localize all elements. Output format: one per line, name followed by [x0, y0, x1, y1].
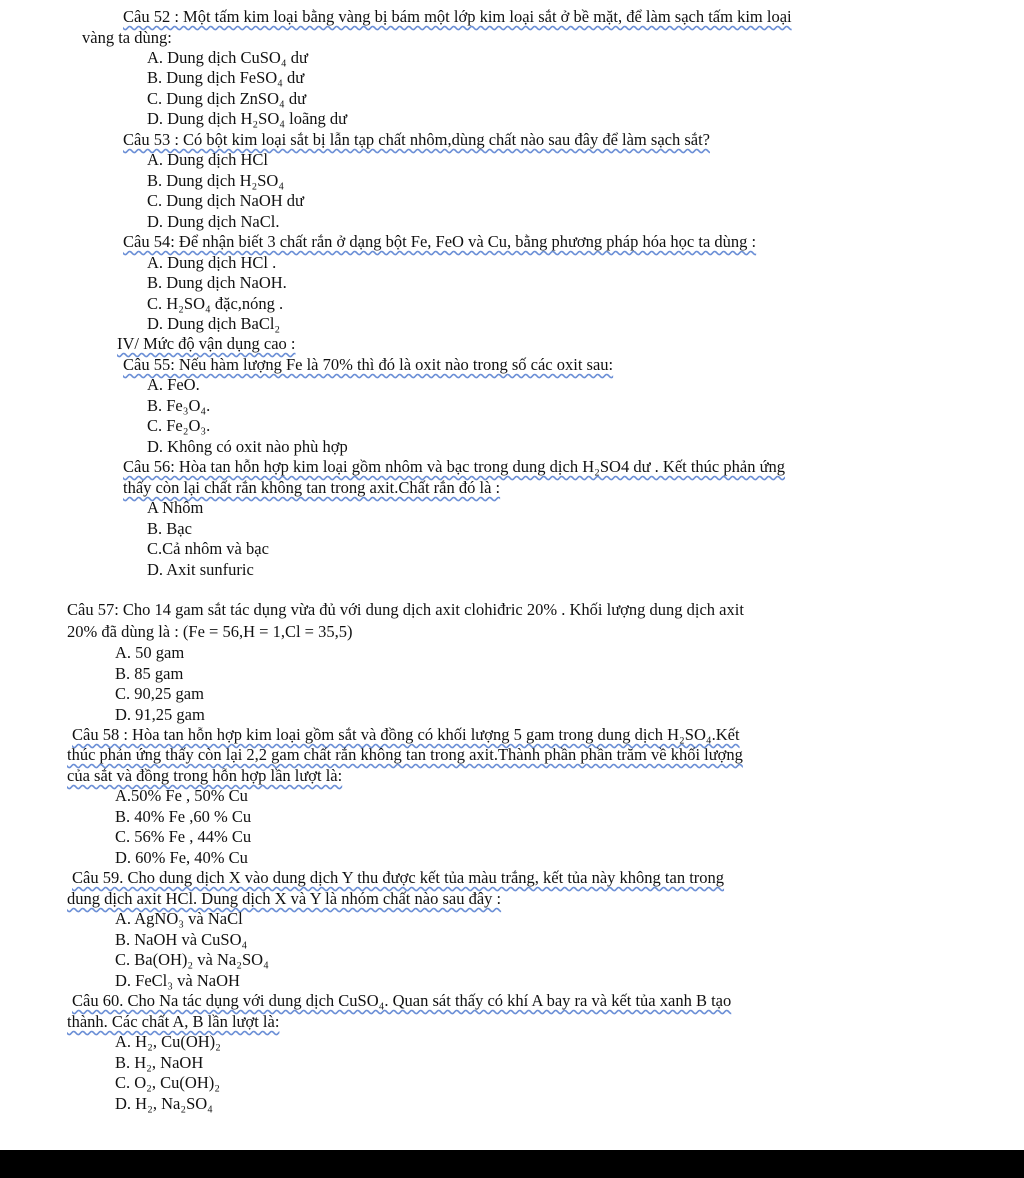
q59-option-c: C. Ba(OH)₂ và Na₂SO₄ — [115, 950, 269, 969]
question-55-text: Câu 55: Nếu hàm lượng Fe là 70% thì đó là oxit nào trong số các oxit sau: — [123, 355, 614, 374]
q56-option-c: C.Cả nhôm và bạc — [147, 539, 269, 558]
q59-option-b: B. NaOH và CuSO₄ — [115, 930, 248, 949]
question-52-text: Câu 52 : Một tấm kim loại bằng vàng bị bám một lớp kim loại sắt ở bề mặt, để làm sạch tấm kim loại — [123, 7, 792, 26]
q55-option-c: C. Fe₂O₃. — [147, 416, 211, 435]
question-54-text: Câu 54: Để nhận biết 3 chất rắn ở dạng bột Fe, FeO và Cu, bằng phương pháp hóa học ta dùng : — [123, 232, 757, 251]
q58-option-c: C. 56% Fe , 44% Cu — [115, 827, 252, 846]
q54-option-c: C. H₂SO₄ đặc,nóng . — [147, 294, 284, 313]
q60-option-d: D. H₂, Na₂SO₄ — [115, 1094, 213, 1113]
question-56-text: Câu 56: Hòa tan hỗn hợp kim loại gồm nhôm và bạc trong dung dịch H₂SO4 dư . Kết thúc phản ứng — [123, 457, 786, 476]
q58-option-d: D. 60% Fe, 40% Cu — [115, 848, 248, 867]
question-58-text-cont2: của sắt và đồng trong hỗn hợp lần lượt là: — [67, 766, 343, 785]
question-58-text-cont1: thúc phản ứng thấy còn lại 2,2 gam chất rắn không tan trong axit.Thành phần phần trăm về khối lượng — [67, 745, 743, 764]
question-56-text-cont: thấy còn lại chất rắn không tan trong axit.Chất rắn đó là : — [123, 478, 501, 497]
q52-option-c: C. Dung dịch ZnSO₄ dư — [147, 89, 307, 108]
q60-option-c: C. O₂, Cu(OH)₂ — [115, 1073, 221, 1092]
q60-option-a: A. H₂, Cu(OH)₂ — [115, 1032, 221, 1051]
question-57-text: Câu 57: Cho 14 gam sắt tác dụng vừa đủ với dung dịch axit clohiđric 20% . Khối lượng dung dịch axit — [67, 600, 744, 619]
q60-option-b: B. H₂, NaOH — [115, 1053, 204, 1072]
q53-option-b: B. Dung dịch H₂SO₄ — [147, 171, 285, 190]
q58-option-a: A.50% Fe , 50% Cu — [115, 786, 248, 805]
q54-option-d: D. Dung dịch BaCl₂ — [147, 314, 281, 333]
q56-option-b: B. Bạc — [147, 519, 192, 538]
question-60-text: Câu 60. Cho Na tác dụng với dung dịch CuSO₄. Quan sát thấy có khí A bay ra và kết tủa xanh B tạo — [72, 991, 732, 1010]
q57-option-b: B. 85 gam — [115, 664, 184, 683]
q52-option-a: A. Dung dịch CuSO₄ dư — [147, 48, 308, 67]
section-heading: IV/ Mức độ vận dụng cao : — [117, 334, 296, 353]
q55-option-b: B. Fe₃O₄. — [147, 396, 211, 415]
q52-option-d: D. Dung dịch H₂SO₄ loãng dư — [147, 109, 348, 128]
q55-option-a: A. FeO. — [147, 375, 200, 394]
question-59-text-cont: dung dịch axit HCl. Dung dịch X và Y là nhóm chất nào sau đây : — [67, 889, 502, 908]
q54-option-a: A. Dung dịch HCl . — [147, 253, 277, 272]
q54-option-b: B. Dung dịch NaOH. — [147, 273, 287, 292]
q53-option-d: D. Dung dịch NaCl. — [147, 212, 280, 231]
q57-option-d: D. 91,25 gam — [115, 705, 205, 724]
question-57-text-cont: 20% đã dùng là : (Fe = 56,H = 1,Cl = 35,5) — [67, 622, 353, 641]
question-58-text: Câu 58 : Hòa tan hỗn hợp kim loại gồm sắt và đồng có khối lượng 5 gam trong dung dịch H₂SO₄.Kết — [72, 725, 740, 744]
question-59-text: Câu 59. Cho dung dịch X vào dung dịch Y thu được kết tủa màu trắng, kết tủa này không tan trong — [72, 868, 725, 887]
q53-option-c: C. Dung dịch NaOH dư — [147, 191, 304, 210]
q57-option-c: C. 90,25 gam — [115, 684, 204, 703]
q57-option-a: A. 50 gam — [115, 643, 185, 662]
q56-option-a: A Nhôm — [147, 498, 204, 517]
question-52-text-cont: vàng ta dùng: — [82, 28, 172, 47]
q52-option-b: B. Dung dịch FeSO₄ dư — [147, 68, 305, 87]
question-60-text-cont: thành. Các chất A, B lần lượt là: — [67, 1012, 280, 1031]
q58-option-b: B. 40% Fe ,60 % Cu — [115, 807, 252, 826]
q59-option-a: A. AgNO₃ và NaCl — [115, 909, 243, 928]
bottom-black-band — [0, 1150, 1024, 1178]
q56-option-d: D. Axit sunfuric — [147, 560, 254, 579]
q53-option-a: A. Dung dịch HCl — [147, 150, 268, 169]
q59-option-d: D. FeCl₃ và NaOH — [115, 971, 240, 990]
question-53-text: Câu 53 : Có bột kim loại sắt bị lẫn tạp chất nhôm,dùng chất nào sau đây để làm sạch sắt? — [123, 130, 710, 149]
q55-option-d: D. Không có oxit nào phù hợp — [147, 437, 348, 456]
